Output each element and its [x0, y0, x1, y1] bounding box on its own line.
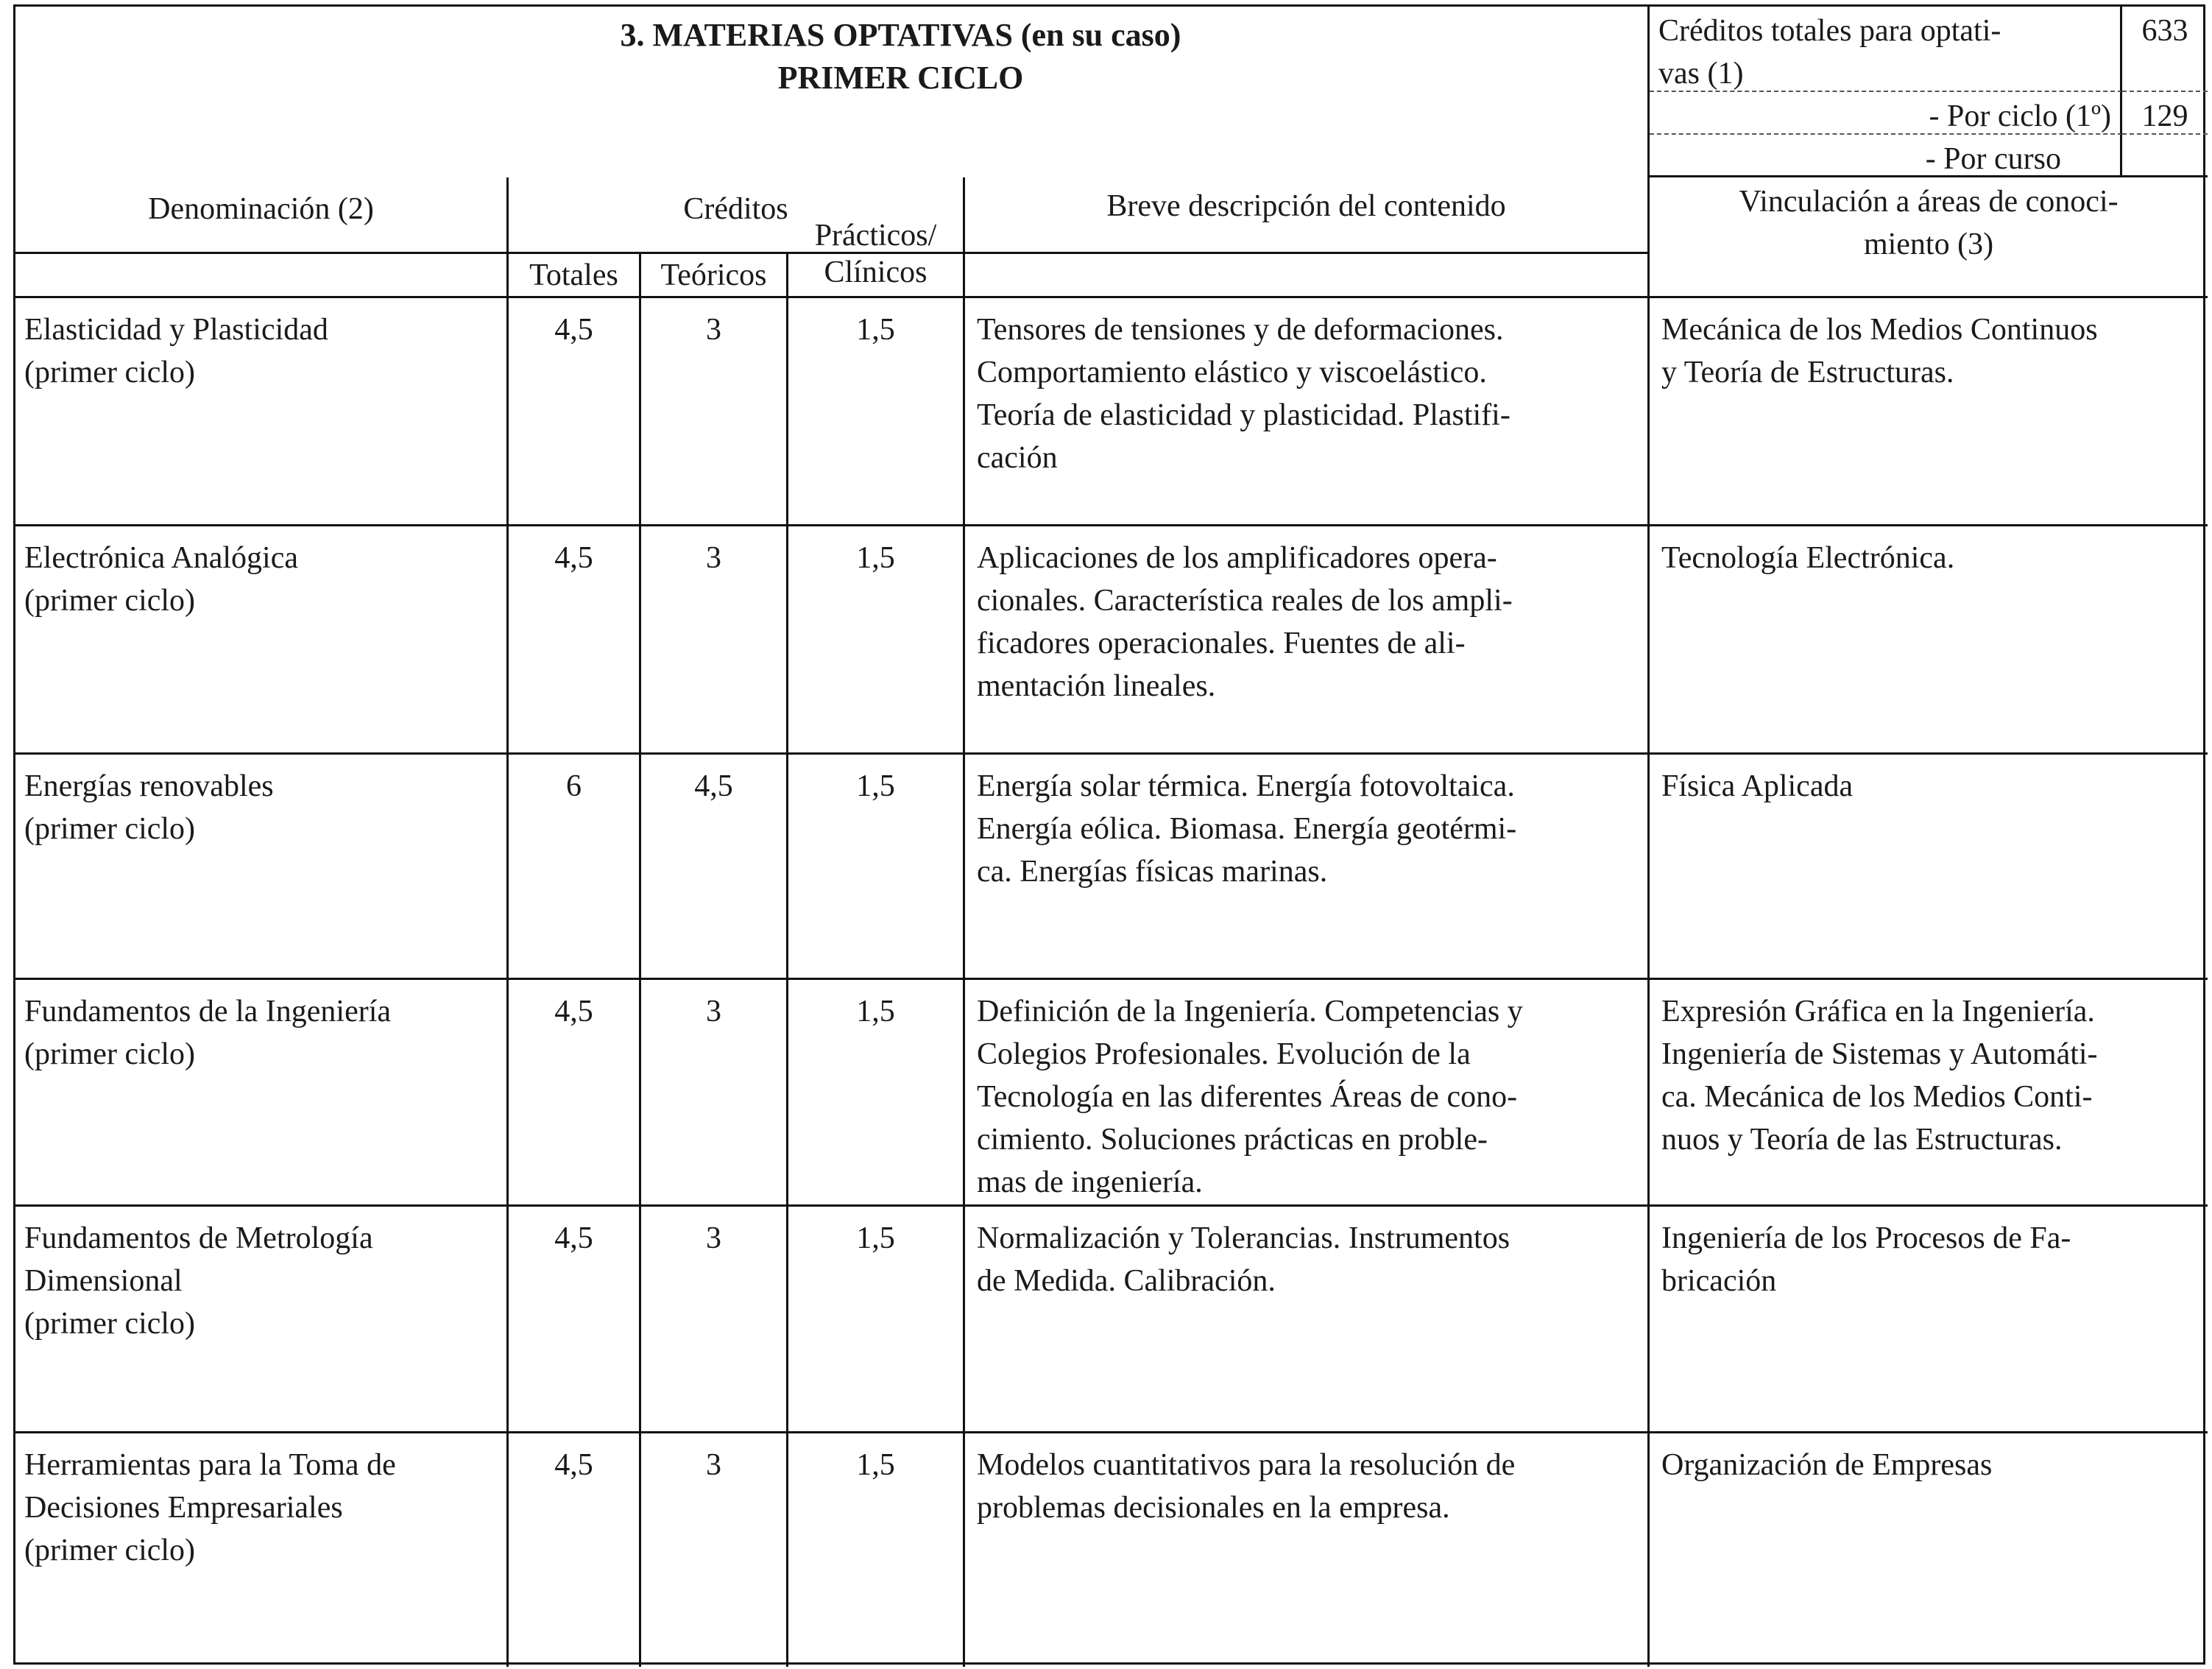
per-cycle-label: - Por ciclo (1º)	[1650, 92, 2122, 135]
table-row-name	[15, 1433, 509, 1667]
credits-total-label-line-2: vas (1)	[1658, 57, 1744, 91]
per-course-label: - Por curso	[1650, 135, 2122, 177]
row-description-line: Energía solar térmica. Energía fotovoltaica.	[977, 769, 1515, 803]
table-row-name	[15, 755, 509, 980]
row-description	[965, 755, 1650, 980]
table-row-name	[15, 980, 509, 1207]
row-teoricos: 3	[641, 526, 788, 755]
row-description-line	[977, 1388, 1639, 1430]
row-areas	[1650, 1207, 2208, 1433]
row-name-line: (primer ciclo)	[24, 1307, 196, 1341]
row-name-line: Electrónica Analógica	[24, 541, 298, 575]
credits-total-label-line-1: Créditos totales para optati-	[1658, 14, 2001, 48]
row-area-line	[1661, 579, 2199, 622]
row-description-line: Comportamiento elástico y viscoelástico.	[977, 356, 1487, 389]
row-areas	[1650, 980, 2208, 1207]
row-practicos: 1,5	[788, 1207, 965, 1433]
row-description-line: cimiento. Soluciones prácticas en proble-	[977, 1123, 1488, 1157]
row-name-line	[24, 1076, 498, 1118]
row-name-line	[24, 394, 498, 437]
row-area-line	[1661, 893, 2199, 936]
row-area-line	[1661, 1529, 2199, 1572]
row-areas	[1650, 755, 2208, 980]
row-area-line	[1661, 1302, 2199, 1345]
row-description-line: Normalización y Tolerancias. Instrumentos	[977, 1221, 1510, 1255]
row-description-line: ca. Energías físicas marinas.	[977, 855, 1328, 889]
row-description	[965, 1433, 1650, 1667]
creditos-header: Créditos	[509, 177, 965, 254]
row-name-line: Elasticidad y Plasticidad	[24, 313, 328, 347]
row-description-line: Colegios Profesionales. Evolución de la	[977, 1037, 1471, 1071]
row-totales: 4,5	[509, 1207, 641, 1433]
practicos-header-line-1: Prácticos/	[814, 219, 937, 253]
row-name-line: Fundamentos de Metrología	[24, 1221, 373, 1255]
credits-total-value: 633	[2122, 7, 2208, 92]
row-area-line	[1661, 437, 2199, 479]
denominacion-header: Denominación (2)	[15, 177, 509, 298]
row-name-line: (primer ciclo)	[24, 356, 196, 389]
row-description-line	[977, 708, 1639, 750]
row-teoricos: 4,5	[641, 755, 788, 980]
row-description-line: Tecnología en las diferentes Áreas de cono-	[977, 1080, 1518, 1114]
practicos-header-line-2: Clínicos	[824, 255, 927, 289]
row-totales: 4,5	[509, 526, 641, 755]
row-practicos: 1,5	[788, 1433, 965, 1667]
row-description-line: Definición de la Ingeniería. Competencias y	[977, 995, 1523, 1028]
per-course-value	[2122, 135, 2208, 177]
row-totales: 4,5	[509, 1433, 641, 1667]
row-name-line: Energías renovables	[24, 769, 274, 803]
descripcion-header: Breve descripción del contenido	[965, 177, 1650, 298]
row-description-line: Teoría de elasticidad y plasticidad. Plastifi-	[977, 398, 1510, 432]
row-description-line	[977, 936, 1639, 978]
row-area-line: Física Aplicada	[1661, 769, 1854, 803]
row-name-line: (primer ciclo)	[24, 812, 196, 846]
row-description-line: cación	[977, 441, 1058, 475]
vinculacion-header	[1650, 177, 2208, 298]
row-practicos: 1,5	[788, 298, 965, 526]
row-description-line	[977, 893, 1639, 936]
row-name-line	[24, 850, 498, 893]
title-line-2: PRIMER CICLO	[777, 60, 1024, 96]
row-description	[965, 298, 1650, 526]
credits-total-label	[1650, 7, 2122, 92]
row-area-line	[1661, 1345, 2199, 1388]
row-area-line: Organización de Empresas	[1661, 1448, 1993, 1482]
row-description-line	[977, 1345, 1639, 1388]
row-area-line: y Teoría de Estructuras.	[1661, 356, 1954, 389]
row-description-line	[977, 1572, 1639, 1615]
row-description-line: Tensores de tensiones y de deformaciones.	[977, 313, 1504, 347]
row-totales: 6	[509, 755, 641, 980]
row-description-line: cionales. Característica reales de los ampli-	[977, 584, 1513, 618]
row-description-line	[977, 1529, 1639, 1572]
row-practicos: 1,5	[788, 980, 965, 1207]
row-description-line: mas de ingeniería.	[977, 1165, 1203, 1199]
row-totales: 4,5	[509, 298, 641, 526]
row-teoricos: 3	[641, 298, 788, 526]
per-cycle-value: 129	[2122, 92, 2208, 135]
document-page	[13, 4, 2205, 1665]
row-area-line: Expresión Gráfica en la Ingeniería.	[1661, 995, 2095, 1028]
row-area-line: Tecnología Electrónica.	[1661, 541, 1955, 575]
row-description-line: Energía eólica. Biomasa. Energía geotérmi-	[977, 812, 1517, 846]
row-description-line: Aplicaciones de los amplificadores opera-	[977, 541, 1497, 575]
title-line-1: 3. MATERIAS OPTATIVAS (en su caso)	[620, 17, 1181, 53]
row-area-line: nuos y Teoría de las Estructuras.	[1661, 1123, 2063, 1157]
practicos-header	[788, 217, 965, 298]
row-description-line	[977, 479, 1639, 522]
row-area-line	[1661, 622, 2199, 665]
row-practicos: 1,5	[788, 526, 965, 755]
row-name-line: (primer ciclo)	[24, 1037, 196, 1071]
teoricos-header: Teóricos	[641, 254, 788, 298]
row-teoricos: 3	[641, 1207, 788, 1433]
row-area-line	[1661, 850, 2199, 893]
row-area-line: ca. Mecánica de los Medios Conti-	[1661, 1080, 2093, 1114]
row-description	[965, 526, 1650, 755]
table-row-name	[15, 1207, 509, 1433]
optativas-table	[13, 4, 2205, 1665]
row-area-line: bricación	[1661, 1264, 1777, 1298]
row-practicos: 1,5	[788, 755, 965, 980]
table-row-name	[15, 526, 509, 755]
totales-header: Totales	[509, 254, 641, 298]
row-area-line	[1661, 1572, 2199, 1615]
row-description	[965, 980, 1650, 1207]
row-area-line	[1661, 394, 2199, 437]
row-teoricos: 3	[641, 1433, 788, 1667]
row-areas	[1650, 526, 2208, 755]
row-description-line: de Medida. Calibración.	[977, 1264, 1276, 1298]
row-totales: 4,5	[509, 980, 641, 1207]
row-name-line: Herramientas para la Toma de	[24, 1448, 396, 1482]
row-area-line: Ingeniería de los Procesos de Fa-	[1661, 1221, 2071, 1255]
row-description-line	[977, 1302, 1639, 1345]
row-description	[965, 1207, 1650, 1433]
row-area-line	[1661, 808, 2199, 850]
row-teoricos: 3	[641, 980, 788, 1207]
row-name-line: Dimensional	[24, 1264, 183, 1298]
vinculacion-header-line-2: miento (3)	[1863, 227, 1994, 261]
row-area-line: Mecánica de los Medios Continuos	[1661, 313, 2098, 347]
row-area-line	[1661, 665, 2199, 708]
row-name-line: (primer ciclo)	[24, 1534, 196, 1567]
row-areas	[1650, 1433, 2208, 1667]
table-row-name	[15, 298, 509, 526]
row-description-line: mentación lineales.	[977, 669, 1216, 703]
row-name-line: Decisiones Empresariales	[24, 1491, 343, 1525]
row-area-line	[1661, 1486, 2199, 1529]
row-name-line: (primer ciclo)	[24, 584, 196, 618]
row-areas	[1650, 298, 2208, 526]
row-name-line	[24, 622, 498, 665]
row-description-line: problemas decisionales en la empresa.	[977, 1491, 1450, 1525]
row-area-line: Ingeniería de Sistemas y Automáti-	[1661, 1037, 2098, 1071]
row-description-line: Modelos cuantitativos para la resolución de	[977, 1448, 1516, 1482]
row-description-line: ficadores operacionales. Fuentes de ali-	[977, 627, 1466, 660]
row-description-line	[977, 1615, 1639, 1657]
row-name-line: Fundamentos de la Ingeniería	[24, 995, 392, 1028]
vinculacion-header-line-1: Vinculación a áreas de conoci-	[1739, 185, 2119, 219]
